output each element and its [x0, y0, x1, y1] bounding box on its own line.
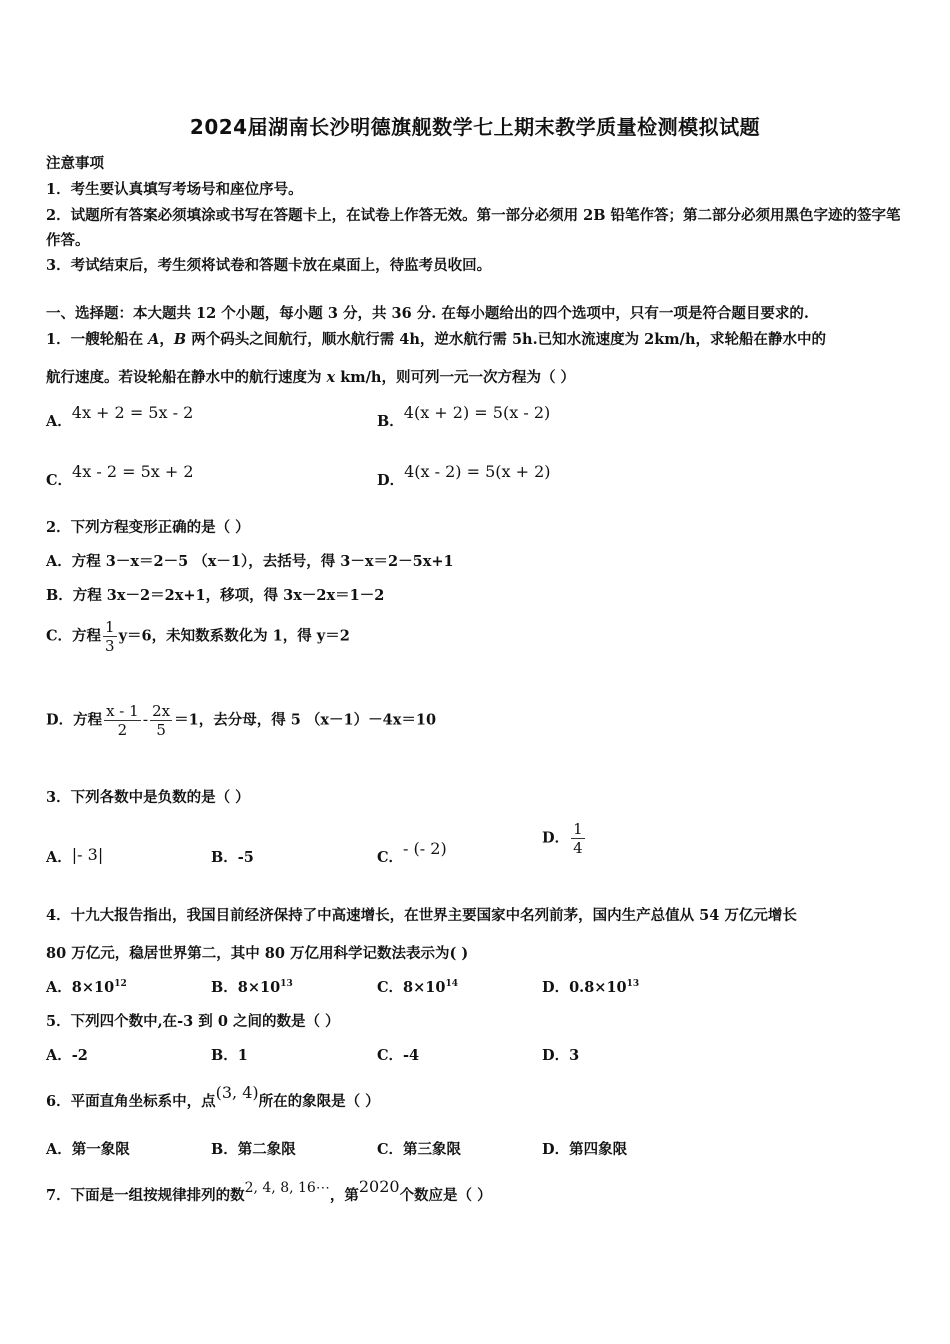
q6-text: 所在的象限是（ ） [258, 1093, 380, 1110]
option-label: D． [377, 472, 405, 489]
q1-sep: ， [159, 331, 174, 348]
option-label: C． [46, 472, 73, 489]
option-expression: |- 3| [71, 845, 104, 864]
denominator: 3 [105, 637, 115, 655]
q1-option-c[interactable] [46, 462, 194, 490]
q2-option-d[interactable] [46, 702, 436, 739]
option-label: D． [542, 979, 570, 996]
question-1-line-2 [46, 366, 904, 387]
numerator: 2x [152, 702, 171, 720]
option-label: C． [377, 849, 404, 866]
notice-item-2: 2．试题所有答案必须填涂或书写在答题卡上，在试卷上作答无效。第一部分必须用 2B 铅笔作答；第二部分必须用黑色字迹的签字笔作答。 [46, 207, 901, 249]
option-expression: - (- 2) [403, 839, 447, 858]
option-base: 8×10 [237, 979, 281, 996]
option-label: B． [211, 979, 238, 996]
fraction-x-minus-1-over-2 [104, 702, 141, 739]
option-base: 0.8×10 [569, 979, 627, 996]
q4-option-d[interactable] [542, 976, 639, 997]
option-text: ＝1，去分母，得 5 （x－1）－4x＝10 [174, 711, 437, 729]
notice-item-3: 3．考试结束后，考生须将试卷和答题卡放在桌面上，待监考员收回。 [46, 257, 492, 274]
question-6-stem [46, 1083, 904, 1111]
option-label: B． [377, 413, 404, 430]
q4-option-a[interactable] [46, 976, 127, 997]
q4-option-c[interactable] [377, 976, 458, 997]
option-text: y＝6，未知数系数化为 1，得 y＝2 [118, 627, 350, 645]
option-label: C． [377, 979, 404, 996]
term-number: 2020 [358, 1177, 400, 1196]
q1-text: 1．一艘轮船在 [46, 331, 149, 348]
q1-text: 航行速度。若设轮船在静水中的航行速度为 [46, 369, 327, 386]
point-coordinates: (3, 4) [215, 1083, 259, 1102]
question-3-stem: 3．下列各数中是负数的是（ ） [46, 789, 250, 806]
question-7-stem [46, 1177, 904, 1205]
section-heading: 一、选择题：本大题共 12 个小题，每小题 3 分，共 36 分. 在每小题给出的四个选项中，只有一项是符合题目要求的. [46, 305, 809, 322]
question-4-line-1: 4．十九大报告指出，我国目前经济保持了中高速增长，在世界主要国家中名列前茅，国内生产总值从 54 万亿元增长 [46, 907, 797, 924]
q4-option-b[interactable] [211, 976, 293, 997]
q7-text: 7．下面是一组按规律排列的数 [46, 1187, 245, 1204]
option-expression: 4x + 2 = 5x - 2 [71, 403, 194, 422]
q7-text: 个数应是（ ） [399, 1187, 492, 1204]
denominator: 4 [573, 839, 583, 857]
question-1-line-1 [46, 328, 904, 349]
q2-option-a[interactable]: A．方程 3－x＝2－5 （x－1），去括号，得 3－x＝2－5x+1 [46, 553, 454, 570]
option-base: 8×10 [71, 979, 115, 996]
numerator: x - 1 [106, 702, 139, 720]
q2-option-b[interactable]: B．方程 3x－2＝2x+1，移项，得 3x－2x＝1－2 [46, 587, 385, 604]
q6-option-c[interactable]: C．第三象限 [377, 1141, 462, 1158]
option-expression: 4x - 2 = 5x + 2 [72, 462, 194, 481]
option-base: 8×10 [403, 979, 446, 996]
q3-option-a[interactable] [46, 846, 103, 867]
option-label: D．方程 [46, 711, 103, 729]
q3-option-d[interactable] [542, 820, 587, 857]
q1-option-b[interactable] [377, 403, 551, 431]
q6-option-d[interactable]: D．第四象限 [542, 1141, 628, 1158]
q6-text: 6．平面直角坐标系中，点 [46, 1093, 216, 1110]
question-2-stem: 2．下列方程变形正确的是（ ） [46, 519, 250, 536]
q1-text: 两个码头之间航行，顺水航行需 4h，逆水航行需 5h.已知水流速度为 2km/h，求轮船在静水中的 [186, 331, 826, 348]
denominator: 2 [117, 721, 128, 739]
fraction-one-third [103, 618, 117, 655]
q1-text: km/h，则可列一元一次方程为（ ） [335, 369, 576, 386]
q1-option-a[interactable] [46, 403, 194, 431]
fraction-one-quarter [571, 820, 585, 857]
option-exponent: 13 [280, 979, 293, 990]
option-label: A． [46, 413, 72, 430]
point-a: A [148, 331, 160, 348]
q5-option-b[interactable]: B．1 [211, 1047, 248, 1064]
fraction-2x-over-5 [150, 702, 172, 739]
q6-option-a[interactable]: A．第一象限 [46, 1141, 130, 1158]
denominator: 5 [156, 721, 166, 739]
option-expression: 4(x + 2) = 5(x - 2) [403, 403, 551, 422]
q7-text: ，第 [329, 1187, 359, 1204]
option-label: A． [46, 979, 72, 996]
exam-title: 2024届湖南长沙明德旗舰数学七上期末教学质量检测模拟试题 [189, 115, 761, 139]
q6-option-b[interactable]: B．第二象限 [211, 1141, 296, 1158]
variable-x: x [326, 369, 336, 386]
notice-heading: 注意事项 [46, 155, 104, 172]
numerator: 1 [105, 618, 115, 636]
option-exponent: 14 [445, 979, 458, 990]
minus-sign: - [142, 709, 149, 729]
q2-option-c[interactable] [46, 618, 350, 655]
option-exponent: 12 [114, 979, 127, 990]
option-exponent: 13 [626, 979, 640, 990]
q3-option-b[interactable]: B．-5 [211, 849, 254, 866]
q5-option-a[interactable]: A．-2 [46, 1047, 88, 1064]
notice-item-1: 1．考生要认真填写考场号和座位序号。 [46, 181, 303, 198]
q3-option-c[interactable] [377, 839, 447, 867]
option-label: A． [46, 849, 72, 866]
question-5-stem: 5．下列四个数中,在-3 到 0 之间的数是（ ） [46, 1013, 340, 1030]
option-expression: 4(x - 2) = 5(x + 2) [404, 462, 551, 481]
numerator: 1 [573, 820, 583, 838]
q5-option-c[interactable]: C．-4 [377, 1047, 420, 1064]
option-label: C．方程 [46, 627, 102, 645]
option-label: D． [542, 829, 570, 847]
point-b: B [173, 331, 187, 348]
q1-option-d[interactable] [377, 462, 551, 490]
sequence-expression: 2, 4, 8, 16⋯ [244, 1180, 330, 1196]
question-4-line-2: 80 万亿元，稳居世界第二，其中 80 万亿用科学记数法表示为( ) [46, 945, 469, 962]
q5-option-d[interactable]: D．3 [542, 1047, 580, 1064]
